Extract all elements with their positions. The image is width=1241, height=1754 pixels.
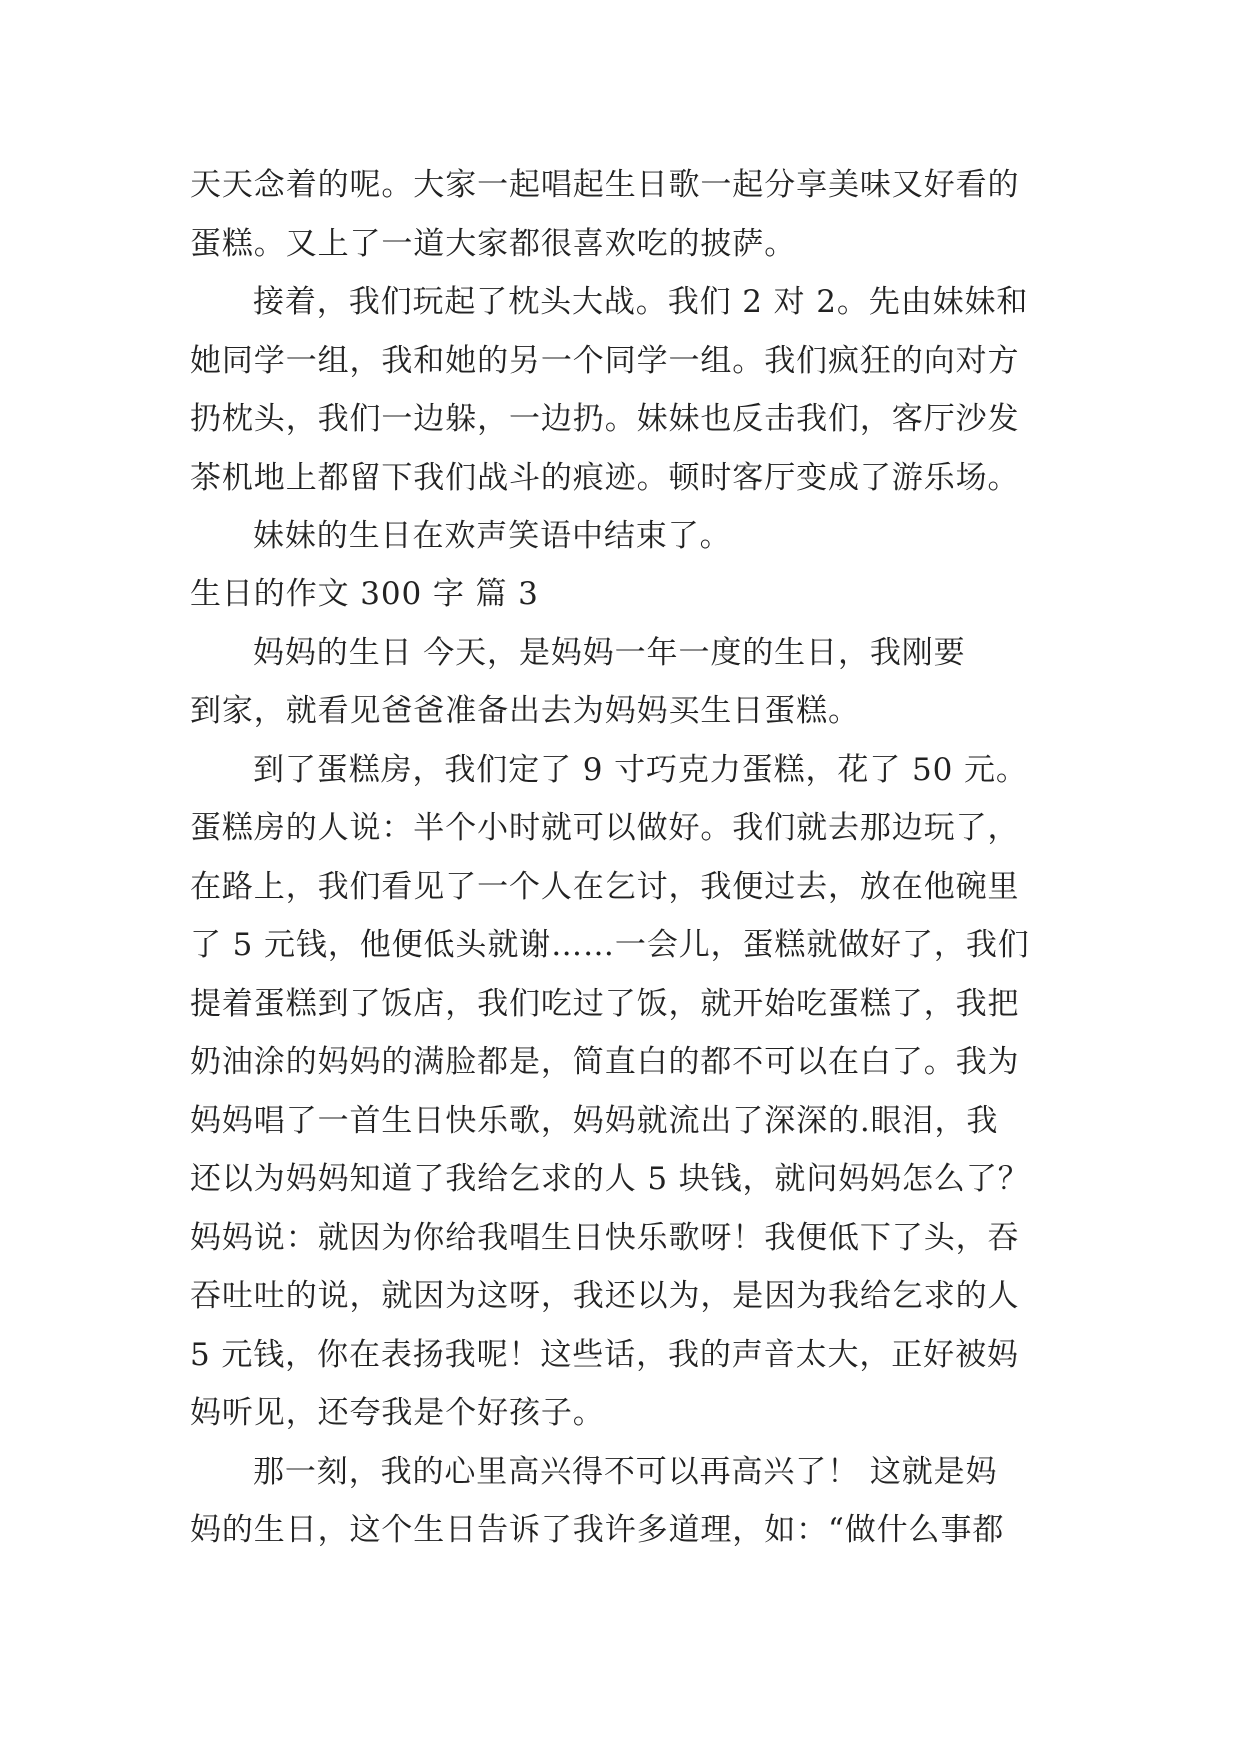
text-line: 提着蛋糕到了饭店，我们吃过了饭，就开始吃蛋糕了，我把 <box>190 986 1020 1022</box>
section-heading: 生日的作文 300 字 篇 3 <box>190 576 539 612</box>
text-line: 还以为妈妈知道了我给乞求的人 5 块钱，就问妈妈怎么了？ <box>190 1161 1030 1197</box>
text-line: 奶油涂的妈妈的满脸都是，简直白的都不可以在白了。我为 <box>190 1044 1020 1080</box>
text-line: 妈的生日，这个生日告诉了我许多道理，如：“做什么事都 <box>190 1512 1005 1548</box>
text-line: 在路上，我们看见了一个人在乞讨，我便过去，放在他碗里 <box>190 869 1020 905</box>
paragraph-first-line: 那一刻，我的心里高兴得不可以再高兴了！ 这就是妈 <box>253 1454 998 1490</box>
text-line: 天天念着的呢。大家一起唱起生日歌一起分享美味又好看的 <box>190 167 1020 203</box>
text-line: 吞吐吐的说，就因为这呀，我还以为，是因为我给乞求的人 <box>190 1278 1020 1314</box>
paragraph-first-line: 妹妹的生日在欢声笑语中结束了。 <box>253 518 732 554</box>
paragraph-first-line: 到了蛋糕房，我们定了 9 寸巧克力蛋糕，花了 50 元。 <box>253 752 1028 788</box>
text-line: 5 元钱，你在表扬我呢！这些话，我的声音太大，正好被妈 <box>190 1337 1019 1373</box>
paragraph-first-line: 妈妈的生日 今天，是妈妈一年一度的生日，我刚要 <box>253 635 966 671</box>
text-line: 妈听见，还夸我是个好孩子。 <box>190 1395 605 1431</box>
text-line: 蛋糕房的人说：半个小时就可以做好。我们就去那边玩了， <box>190 810 1020 846</box>
text-line: 茶机地上都留下我们战斗的痕迹。顿时客厅变成了游乐场。 <box>190 460 1020 496</box>
paragraph-first-line: 接着，我们玩起了枕头大战。我们 2 对 2。先由妹妹和 <box>253 284 1029 320</box>
text-line: 了 5 元钱，他便低头就谢……一会儿，蛋糕就做好了，我们 <box>190 927 1030 963</box>
text-line: 扔枕头，我们一边躲，一边扔。妹妹也反击我们，客厅沙发 <box>190 401 1020 437</box>
text-line: 妈妈唱了一首生日快乐歌，妈妈就流出了深深的.眼泪，我 <box>190 1103 999 1139</box>
text-line: 妈妈说：就因为你给我唱生日快乐歌呀！我便低下了头，吞 <box>190 1220 1020 1256</box>
text-line: 蛋糕。又上了一道大家都很喜欢吃的披萨。 <box>190 226 797 262</box>
text-line: 到家，就看见爸爸准备出去为妈妈买生日蛋糕。 <box>190 693 860 729</box>
text-line: 她同学一组，我和她的另一个同学一组。我们疯狂的向对方 <box>190 343 1020 379</box>
